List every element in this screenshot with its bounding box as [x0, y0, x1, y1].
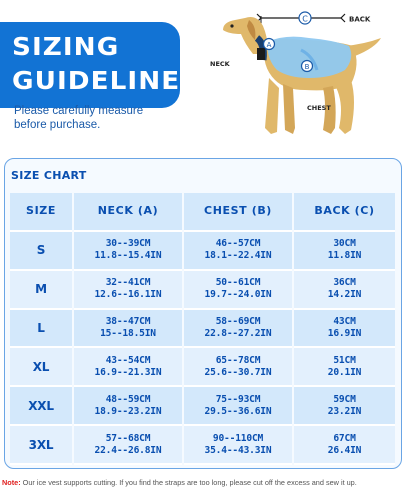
title-line-2: GUIDELINE: [12, 66, 181, 95]
neck-cell: [74, 387, 182, 426]
back-cell-line-2: 14.2IN: [327, 289, 362, 301]
back-cell-line-1: 59CM: [333, 393, 356, 405]
size-chart-table: [10, 193, 397, 465]
footer-note: [2, 478, 406, 487]
size-cell: [10, 348, 72, 387]
subtitle-line-1: Please carefully measure: [14, 105, 144, 117]
back-cell: [294, 271, 395, 310]
neck-cell-line-2: 11.8--15.4IN: [94, 250, 162, 262]
neck-cell-line-1: 48--59CM: [105, 393, 151, 405]
chest-cell: [184, 348, 292, 387]
back-cell-line-2: 26.4IN: [327, 444, 362, 456]
chest-cell-line-2: 19.7--24.0IN: [204, 289, 272, 301]
size-chart: [4, 158, 402, 469]
chest-cell: [184, 310, 292, 349]
chest-cell-line-2: 29.5--36.6IN: [204, 405, 272, 417]
back-cell: [294, 387, 395, 426]
back-cell: [294, 232, 395, 271]
neck-label: NECK: [210, 60, 230, 68]
chest-cell-line-2: 35.4--43.3IN: [204, 444, 272, 456]
header-neck: NECK (A): [74, 193, 182, 232]
size-cell-line-1: M: [35, 282, 47, 297]
chest-cell: [184, 232, 292, 271]
back-cell: [294, 348, 395, 387]
chest-cell-line-2: 25.6--30.7IN: [204, 366, 272, 378]
chest-cell-line-1: 75--93CM: [215, 393, 261, 405]
neck-cell: [74, 348, 182, 387]
chest-cell-line-1: 90--110CM: [212, 432, 264, 444]
dog-front-leg-1: [265, 78, 279, 134]
collar-buckle: [257, 48, 265, 60]
size-cell: [10, 426, 72, 465]
dog-illustration: [205, 4, 405, 154]
note-label: Note:: [2, 478, 21, 487]
chest-cell: [184, 426, 292, 465]
back-cell-line-1: 36CM: [333, 277, 356, 289]
neck-cell-line-2: 22.4--26.8IN: [94, 444, 162, 456]
chest-label: CHEST: [307, 104, 331, 112]
neck-cell-line-1: 57--68CM: [105, 432, 151, 444]
chest-cell: [184, 271, 292, 310]
size-cell-line-1: 3XL: [28, 437, 54, 452]
neck-cell-line-2: 18.9--23.2IN: [94, 405, 162, 417]
title-line-1: SIZING: [12, 32, 120, 61]
chest-cell-line-2: 22.8--27.2IN: [204, 328, 272, 339]
neck-cell-line-1: 38--47CM: [105, 316, 151, 327]
neck-cell-line-2: 15--18.5IN: [100, 328, 156, 339]
header-back: BACK (C): [294, 193, 395, 232]
size-cell-line-1: XL: [32, 359, 50, 374]
back-cell-line-2: 11.8IN: [327, 250, 362, 262]
header-size: SIZE: [10, 193, 72, 232]
chest-cell: [184, 387, 292, 426]
back-cell-line-1: 67CM: [333, 432, 356, 444]
back-cell: [294, 426, 395, 465]
chest-cell-line-2: 18.1--22.4IN: [204, 250, 272, 262]
back-cell: [294, 310, 395, 349]
back-arrow-right: [341, 14, 345, 22]
size-cell: [10, 232, 72, 271]
dog-nose: [230, 24, 233, 27]
back-label: BACK: [349, 15, 371, 24]
title-banner: [0, 22, 180, 108]
marker-b-text: B: [304, 63, 310, 71]
size-cell-line-1: XXL: [28, 398, 54, 413]
size-chart-title: SIZE CHART: [11, 169, 87, 182]
back-cell-line-2: 16.9IN: [327, 328, 362, 339]
neck-cell: [74, 232, 182, 271]
size-cell: [10, 387, 72, 426]
size-cell-line-1: S: [36, 243, 46, 258]
back-cell-line-2: 23.2IN: [327, 405, 362, 417]
dog-measurement-diagram: [205, 4, 405, 154]
back-cell-line-1: 30CM: [333, 238, 356, 250]
chest-cell-line-1: 46--57CM: [215, 238, 261, 250]
note-text: Our ice vest supports cutting. If you find the straps are too long, please cut off the excess and sew it up.: [20, 478, 357, 487]
back-cell-line-1: 43CM: [333, 316, 356, 327]
neck-cell-line-1: 30--39CM: [105, 238, 151, 250]
neck-cell: [74, 271, 182, 310]
size-cell-line-1: L: [37, 321, 45, 335]
neck-cell: [74, 426, 182, 465]
neck-cell-line-2: 16.9--21.3IN: [94, 366, 162, 378]
size-cell: [10, 271, 72, 310]
back-cell-line-1: 51CM: [333, 354, 356, 366]
neck-cell-line-1: 43--54CM: [105, 354, 151, 366]
chest-cell-line-1: 65--78CM: [215, 354, 261, 366]
neck-cell-line-2: 12.6--16.1IN: [94, 289, 162, 301]
neck-cell-line-1: 32--41CM: [105, 277, 151, 289]
marker-a-text: A: [266, 41, 272, 49]
neck-cell: [74, 310, 182, 349]
subtitle-line-2: before purchase.: [14, 119, 101, 131]
back-cell-line-2: 20.1IN: [327, 366, 362, 378]
size-cell: [10, 310, 72, 349]
subtitle: [14, 104, 194, 132]
marker-c-text: C: [302, 14, 308, 24]
chest-cell-line-1: 50--61CM: [215, 277, 261, 289]
header-chest: CHEST (B): [184, 193, 292, 232]
chest-cell-line-1: 58--69CM: [215, 316, 261, 327]
dog-front-leg-2: [283, 84, 295, 134]
